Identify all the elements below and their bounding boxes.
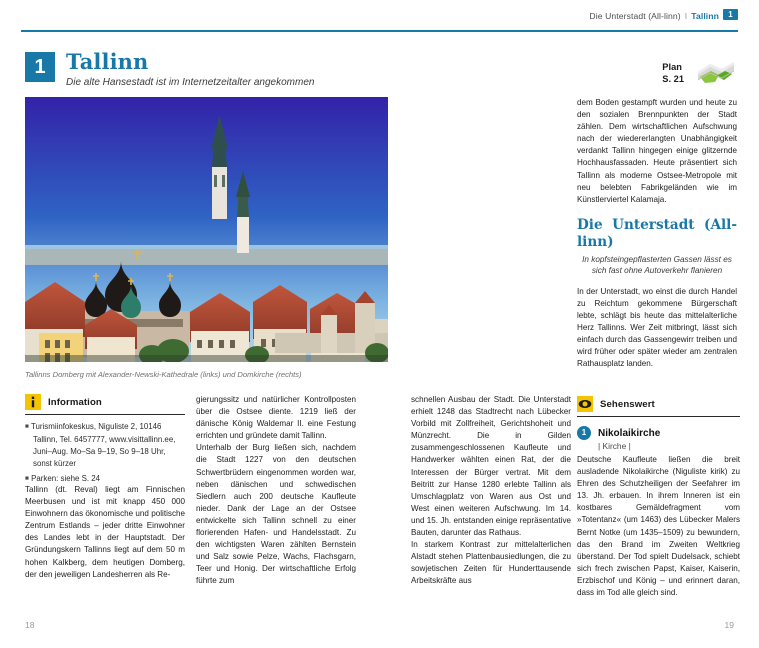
poi-category: | Kirche | [598,441,631,451]
information-box-body [25,421,185,486]
information-box [25,394,185,486]
body-column-3 [411,394,571,588]
running-head [589,10,738,21]
plan-label: Plan [662,62,682,72]
page-title: Tallinn [66,49,149,74]
running-head-separator: I [684,10,688,21]
sehenswert-box-title: Sehenswert [600,398,655,410]
info-entry-text: Parken: siehe S. 24 [31,474,101,484]
running-head-chip: 1 [723,9,738,20]
information-box-rule [25,414,185,415]
chapter-number-badge: 1 [25,52,55,82]
info-glyph [28,396,38,408]
plan-reference [623,56,738,90]
info-entry [25,421,185,470]
eye-icon [577,396,593,412]
page-subtitle: Die alte Hansestadt ist im Internetzeitalter angekommen [66,77,315,88]
poi-number-badge: 1 [577,426,591,440]
folio-left: 18 [25,620,35,630]
body-column-4 [577,97,737,370]
plan-page: S. 21 [662,74,684,84]
body-column-2 [196,394,356,588]
information-box-header [25,394,185,410]
plan-reference-text [662,61,684,85]
paragraph: dem Boden gestampft wurden und heute zu den sozialen Brennpunkten der Stadt zählen. Dem wirtschaftlichen Aufschwung nach der wiedererlangten Unabhängigkeit verdankt Tallinn hingegen einige glitzernde Hochhausfassaden. Heute präsentiert sich Tallinn als moderne Ostsee-Metropole mit neu belebten Fabrikgeländen wie im Künstlerviertel Kalamaja. [577,98,737,204]
body-column-1 [25,484,185,581]
info-entry-text: Turismiinfokeskus, Niguliste 2, 10146 Tallinn, Tel. 6457777, www.visittallinn.ee, Juni–Aug. Mo–Sa 9–19, So 9–18 Uhr, sonst kürzer [31,422,176,469]
poi-name: Nikolaikirche [598,427,661,439]
information-box-title: Information [48,396,102,408]
hero-photo [25,97,388,362]
sehenswert-box-header [577,396,740,412]
tallinn-skyline-illustration [25,97,388,362]
paragraph: In der Unterstadt, wo einst die durch Handel zu Reichtum gekommene Bürgerschaft lebte, schlägt bis heute das mittelalterliche Herz Tallinns. Wer Zeit mitbringt, lässt sich einfach durch das Gassengewirr treiben und wird früher oder später wieder am zentralen Rathausplatz landen. [577,286,737,369]
paragraph: In starkem Kontrast zur mittelalterlichen Alstadt stehen Plattenbausiedlungen, die zu sowjetischen Zeiten für Hunderttausende Arbeitskräfte aus [411,540,571,586]
paragraph: gierungssitz und natürlicher Kontrollposten über die Ostsee diente. 1219 ließ der dänische König Waldemar II. eine Festung errichten und gründete damit Tallinn. [196,395,356,441]
bullet-square-icon: ■ [25,475,29,483]
sehenswert-box-rule [577,416,740,417]
photo-caption: Tallinns Domberg mit Alexander-Newski-Kathedrale (links) und Domkirche (rechts) [25,370,302,379]
eye-glyph [578,399,592,409]
running-head-section: Die Unterstadt (All-linn) [589,10,681,21]
info-icon [25,394,41,410]
paragraph: Tallinn (dt. Reval) liegt am Finnischen Meerbusen und ist mit knapp 450 000 Einwohnern das ökonomische und politische Zentrum Estlands – jeder dritte Einwohner des Landes lebt in der Hauptstadt. Der Gründungskern Tallinns liegt auf dem 50 m hohen Kalkberg, dem heutigen Domberg, der den jeweiligen Landesherren als Re- [25,485,185,579]
poi-header [577,426,740,440]
section-subheading: In kopfsteingepflasterten Gassen lässt es sich fast ohne Autoverkehr flanieren [582,254,732,276]
sehenswert-box [577,396,740,599]
header-rule [21,30,738,32]
paragraph: schnellen Ausbau der Stadt. Die Unterstadt erhielt 1248 das Stadtrecht nach Lübecker Vorbild mit Zollfreiheit, Gerichtshoheit und Münzrecht. Die in Gilden zusammengeschlossenen Kaufleute und Handwerker wählten einen Rat, der die Interessen der Bürger vertrat. Mit dem Beitritt zur Hanse 1280 erlebte Tallinn als Umschlagplatz von Waren aus Ost und West einen weiteren Aufschwung. Im 14. und 15. Jh. entstanden einige repräsentative Bauten, darunter das Rathaus. [411,395,571,538]
folio-right: 19 [724,620,734,630]
section-heading: Die Unterstadt (All-linn) [577,216,737,250]
running-head-place: Tallinn [691,10,719,21]
map-stack-icon [692,58,738,88]
paragraph: Unterhalb der Burg ließen sich, nachdem die Stadt 1227 von den deutschen Schwertbrüdern eingenommen worden war, neben dänischen und schwedischen Siedlern auch 200 deutsche Kaufleute nieder. Dank der Lage an der Ostsee entwickelte sich Tallinn schnell zu einer florierenden Hafen- und Handelsstadt. Zu den wichtigsten Waren zählten Bernstein und Salz sowie Pelze, Wachs, Flachsgarn, Teer und Honig. Der wirtschaftliche Erfolg führte zum [196,443,356,586]
bullet-square-icon: ■ [25,423,29,430]
poi-description: Deutsche Kaufleute ließen die breit ausladende Nikolaikirche (Niguliste kirik) zu Ehren des Schutzheiligen der Seefahrer im 13. Jh. erbauen. In ihrem Inneren ist ein kostbares Gemäldefragment vom »Totentanz« (um 1463) des Lübecker Malers Bernt Notke (um 1435–1509) zu bewundern, das den Brand im Zweiten Weltkrieg überstand. Der Tod spielt Dudelsack, schiebt sich frech zwischen Papst, Kaiser, Kaiserin, Erzbischof und König – und erinnert daran, dass im Tod alle gleich sind. [577,455,740,598]
